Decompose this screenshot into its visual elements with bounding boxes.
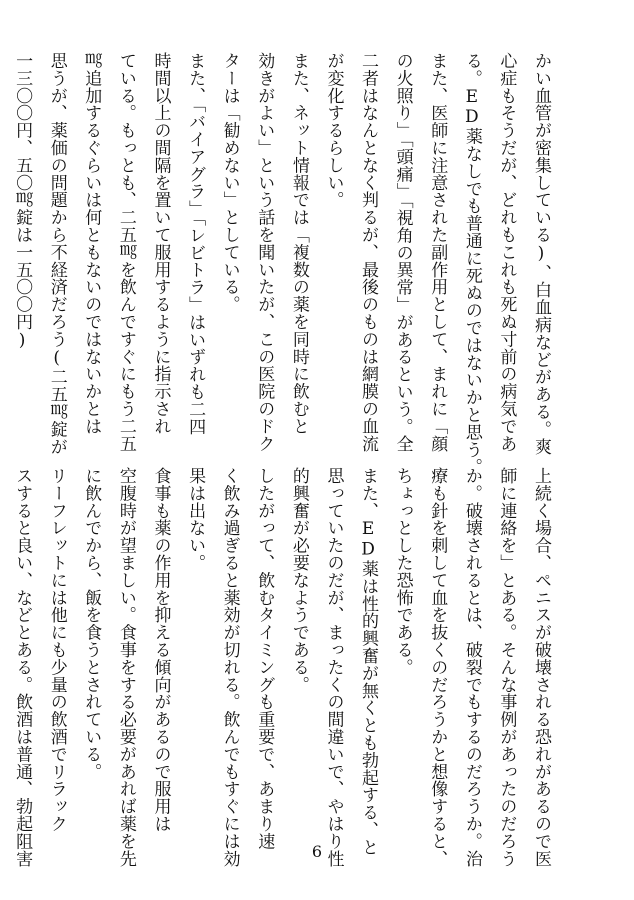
text-column: の火照り」「頭痛」「視角の異常」があるという。全 bbox=[392, 52, 413, 453]
text-column: か。破壊されるとは、破裂でもするのだろうか。治 bbox=[461, 467, 482, 868]
text-column: に飲んでから、飯を食うとされている。 bbox=[81, 467, 102, 781]
text-column: 療も針を刺して血を抜くのだろうかと想像すると、 bbox=[427, 467, 448, 868]
text-column: ターは「勧めない」としている。 bbox=[219, 52, 240, 313]
text-column: したがって、飲むタイミングも重要で、あまり速 bbox=[254, 467, 275, 850]
text-column bbox=[0, 52, 5, 430]
top-text-block bbox=[12, 52, 558, 476]
text-column bbox=[0, 467, 5, 845]
text-column: 師に連絡を」とある。そんな事例があったのだろう bbox=[496, 467, 517, 868]
text-column: かい血管が密集している)、白血病などがある。爽 bbox=[531, 52, 551, 456]
text-column: 心症もそうだが、どれもこれも死ぬ寸前の病気であ bbox=[496, 52, 517, 453]
text-column: 二者はなんとなく判るが、最後のものは網膜の血流 bbox=[358, 52, 379, 453]
text-column: また、医師に注意された副作用として、まれに「顔 bbox=[427, 52, 448, 453]
text-column: る。ED薬なしでも普通に死ぬのではないかと思う。 bbox=[461, 52, 482, 476]
text-column: 果は出ない。 bbox=[185, 467, 206, 572]
bottom-text-block bbox=[12, 467, 558, 868]
text-column: リーフレットには他にも少量の飲酒でリラック bbox=[46, 467, 67, 833]
text-column: 食事も薬の作用を抑える傾向があるので服用は bbox=[150, 467, 171, 833]
text-column: 空腹時が望ましい。食事をする必要があれば薬を先 bbox=[115, 467, 136, 868]
page-number: 6 bbox=[311, 842, 323, 861]
text-column: 思うが、薬価の問題から不経済だろう(二五㎎錠が bbox=[46, 52, 67, 456]
text-column: 時間以上の間隔を置いて服用するように指示され bbox=[150, 52, 171, 435]
text-column: また、ネット情報では「複数の薬を同時に飲むと bbox=[288, 52, 309, 435]
text-column: スすると良い、などとある。飲酒は普通、勃起阻害 bbox=[12, 467, 33, 868]
text-column: が変化するらしい。 bbox=[323, 52, 344, 209]
text-column: また、ED薬は性的興奮が無くとも勃起する、と bbox=[358, 467, 379, 856]
text-column: 一三〇〇円、五〇㎎錠は一五〇〇円) bbox=[12, 52, 33, 351]
text-column: ている。もっとも、二五㎎を飲んですぐにもう二五 bbox=[115, 52, 136, 453]
text-column: 的興奮が必要なようである。 bbox=[288, 467, 309, 694]
text-column: ㎎追加するぐらいは何ともないのではないかとは bbox=[81, 52, 102, 435]
text-column: ちょっとした恐怖である。 bbox=[392, 467, 413, 676]
text-column: 上続く場合、ペニスが破壊される恐れがあるので医 bbox=[531, 467, 551, 868]
text-column: く飲み過ぎると薬効が切れる。飲んでもすぐには効 bbox=[219, 467, 240, 868]
text-column: 思っていたのだが、まったくの間違いで、やはり性 bbox=[323, 467, 344, 868]
text-column: また、「バイアグラ」「レビトラ」はいずれも二四 bbox=[185, 52, 206, 436]
text-column: 効きがよい」という話を聞いたが、この医院のドク bbox=[254, 52, 275, 453]
